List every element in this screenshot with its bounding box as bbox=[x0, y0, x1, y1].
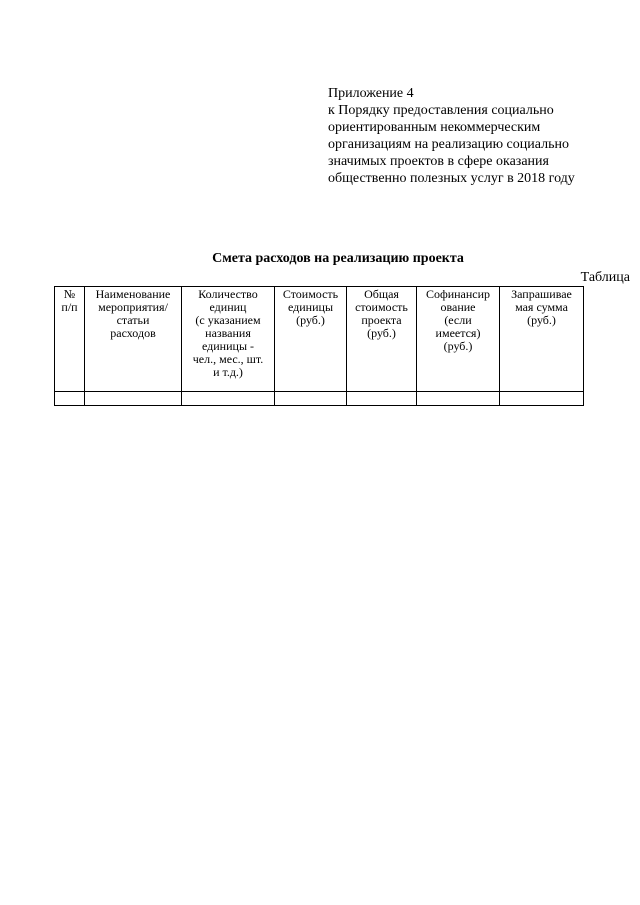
header-text: имеется) bbox=[435, 326, 481, 340]
header-text: чел., мес., шт. bbox=[192, 352, 264, 366]
header-text: мая сумма bbox=[515, 300, 568, 314]
table-cell bbox=[417, 392, 500, 406]
header-text: единицы - bbox=[201, 339, 255, 353]
header-text: п/п bbox=[61, 300, 78, 314]
header-unit-cost bbox=[275, 287, 347, 392]
appendix-line: значимых проектов в сфере оказания bbox=[328, 154, 549, 169]
header-text: Запрашивае bbox=[511, 287, 572, 301]
header-text: мероприятия/ bbox=[98, 300, 168, 314]
appendix-line: общественно полезных услуг в 2018 году bbox=[328, 171, 575, 186]
table-header-row bbox=[55, 287, 584, 392]
appendix-line: к Порядку предоставления социально bbox=[328, 103, 554, 118]
header-cofinancing bbox=[417, 287, 500, 392]
table-row bbox=[55, 392, 584, 406]
header-text: (если bbox=[444, 313, 472, 327]
header-text: (руб.) bbox=[296, 313, 325, 327]
table-cell bbox=[55, 392, 85, 406]
header-text: (руб.) bbox=[367, 326, 396, 340]
header-text: (с указанием bbox=[195, 313, 261, 327]
header-text: ование bbox=[440, 300, 476, 314]
header-requested-amount bbox=[500, 287, 584, 392]
appendix-line: Приложение 4 bbox=[328, 86, 414, 101]
table-cell bbox=[85, 392, 182, 406]
header-text: и т.д.) bbox=[213, 365, 243, 379]
table-cell bbox=[500, 392, 584, 406]
header-total-cost bbox=[347, 287, 417, 392]
header-text: (руб.) bbox=[443, 339, 473, 353]
header-number bbox=[55, 287, 85, 392]
header-item-name bbox=[85, 287, 182, 392]
table-cell bbox=[275, 392, 347, 406]
appendix-block bbox=[328, 85, 575, 187]
table-label: Таблица bbox=[580, 270, 630, 285]
header-text: проекта bbox=[361, 313, 402, 327]
appendix-line: ориентированным некоммерческим bbox=[328, 120, 541, 135]
appendix-line: организациям на реализацию социально bbox=[328, 137, 569, 152]
header-text: единицы bbox=[287, 300, 334, 314]
table-cell bbox=[182, 392, 275, 406]
header-text: названия bbox=[205, 326, 251, 340]
header-text: Стоимость bbox=[282, 287, 339, 301]
header-text: стоимость bbox=[355, 300, 408, 314]
header-text: статьи bbox=[116, 313, 150, 327]
header-text: № bbox=[63, 287, 76, 301]
header-text: единиц bbox=[209, 300, 247, 314]
header-text: расходов bbox=[110, 326, 156, 340]
expense-estimate-table bbox=[54, 286, 584, 406]
header-text: Наименование bbox=[95, 287, 171, 301]
header-quantity bbox=[182, 287, 275, 392]
header-text: Софинансир bbox=[425, 287, 491, 301]
header-text: Общая bbox=[364, 287, 399, 301]
header-text: Количество bbox=[198, 287, 258, 301]
table-cell bbox=[347, 392, 417, 406]
header-text: (руб.) bbox=[527, 313, 556, 327]
document-title: Смета расходов на реализацию проекта bbox=[212, 251, 464, 266]
